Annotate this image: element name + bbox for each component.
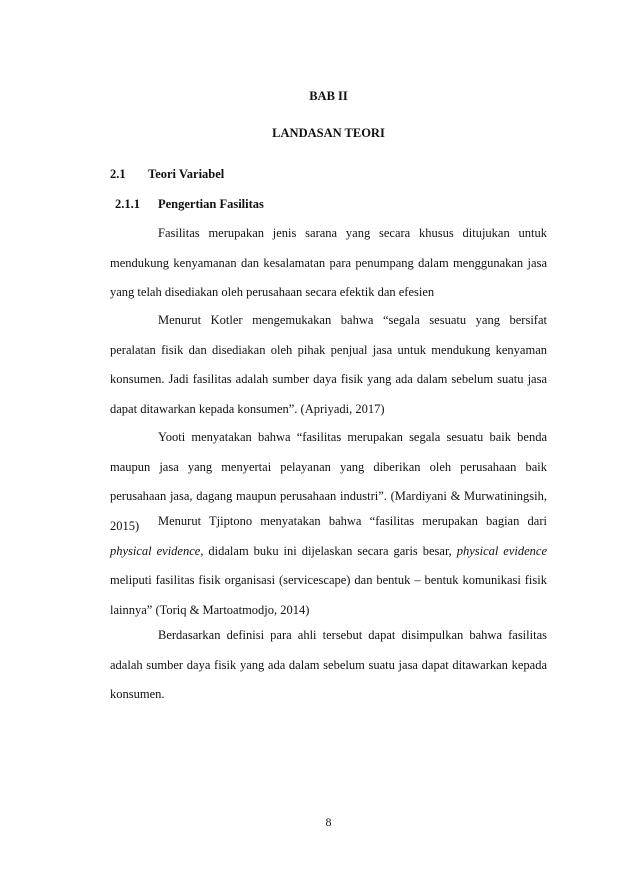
paragraph-2: Menurut Kotler mengemukakan bahwa “segala sesuatu yang bersifat peralatan fisik dan disediakan oleh pihak penjual jasa untuk mendukung kenyaman konsumen. Jadi fasilitas adalah sumber daya fisik yang ada dalam sebelum suatu jasa dapat ditawarkan kepada konsumen”. (Apriyadi, 2017)	[110, 313, 547, 416]
paragraph-4	[110, 507, 547, 625]
paragraph-1: Fasilitas merupakan jenis sarana yang secara khusus ditujukan untuk mendukung kenyamanan dan kesalamatan para penumpang dalam menggunakan jasa yang telah disediakan oleh perusahaan secara efektik dan efesien	[110, 226, 547, 299]
subsection-number: 2.1.1	[115, 197, 140, 211]
chapter-title: LANDASAN TEORI	[272, 126, 385, 140]
paragraph-4-part-1: Menurut Tjiptono menyatakan bahwa “fasilitas merupakan bagian dari	[158, 514, 547, 528]
paragraph-4-italic-2: physical evidence	[456, 543, 548, 558]
paragraph-3: Yooti menyatakan bahwa “fasilitas merupakan segala sesuatu baik benda maupun jasa yang menyertai pelayanan yang diberikan oleh perusahaan baik perusahaan jasa, dagang maupun perusahaan industri”. (Mardiyani & Murwatiningsih, 2015)	[110, 430, 547, 533]
section-number: 2.1	[110, 167, 126, 181]
page-number: 8	[325, 815, 332, 829]
paragraph-4-part-2: , didalam buku ini dijelaskan secara garis besar,	[200, 543, 457, 558]
chapter-heading: BAB II	[309, 89, 348, 103]
section-title: Teori Variabel	[148, 167, 225, 181]
subsection-title: Pengertian Fasilitas	[158, 197, 264, 211]
paragraph-4-part-3: meliputi fasilitas fisik organisasi (servicescape) dan bentuk – bentuk komunikasi fisik lainnya” (Toriq & Martoatmodjo, 2014)	[110, 573, 547, 617]
paragraph-5: Berdasarkan definisi para ahli tersebut dapat disimpulkan bahwa fasilitas adalah sumber daya fisik yang ada dalam sebelum suatu jasa dapat ditawarkan kepada konsumen.	[110, 628, 547, 701]
paragraph-4-italic-1: physical evidence	[110, 543, 201, 558]
